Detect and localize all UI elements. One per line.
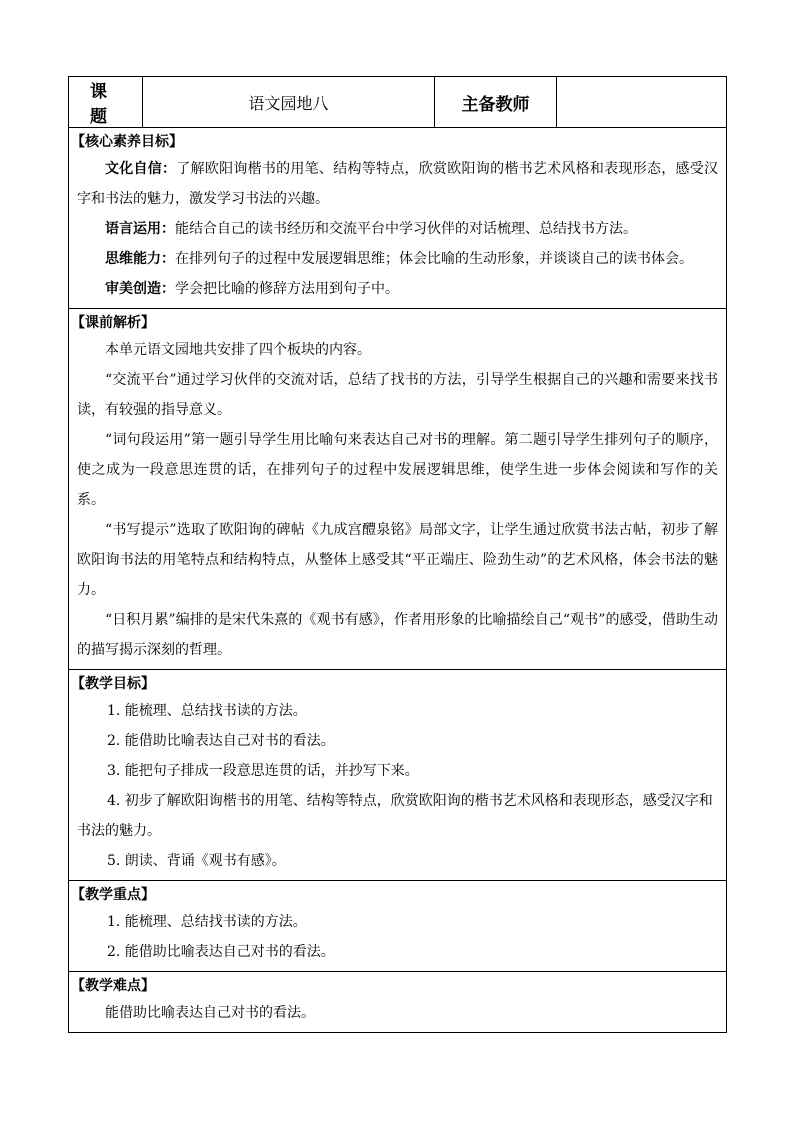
core-goal-key: 审美创造： xyxy=(105,281,175,297)
difficulties-heading: 【教学难点】 xyxy=(71,978,155,994)
objective-item: 2. 能借助比喻表达自己对书的看法。 xyxy=(107,733,335,749)
core-goals-heading: 【核心素养目标】 xyxy=(71,134,183,150)
teacher-value xyxy=(557,77,727,128)
subject-label: 课 题 xyxy=(69,77,143,128)
objective-item: 3. 能把句子排成一段意思连贯的话，并抄写下来。 xyxy=(107,763,419,779)
analysis-paragraph: “词句段运用”第一题引导学生用比喻句来表达自己对书的理解。第二题引导学生排列句子的顺序，使之成为一段意思连贯的话，在排列句子的过程中发展逻辑思维，使学生进一步体会阅读和写作的关系。 xyxy=(77,432,718,508)
objectives-row xyxy=(69,670,727,881)
core-goal-key: 语言运用： xyxy=(105,221,175,237)
core-goal-key: 思维能力： xyxy=(105,251,175,267)
analysis-paragraph: “书写提示”选取了欧阳询的碑帖《九成宫醴泉铭》局部文字，让学生通过欣赏书法古帖，初步了解欧阳询书法的用笔特点和结构特点，从整体上感受其“平正端庄、险劲生动”的艺术风格，体会书法的魅力。 xyxy=(77,522,718,598)
header-row xyxy=(69,77,727,128)
subject-value: 语文园地八 xyxy=(143,77,435,128)
key-points-cell xyxy=(69,881,727,972)
difficulty-item: 能借助比喻表达自己对书的看法。 xyxy=(105,1005,315,1021)
key-point-item: 2. 能借助比喻表达自己对书的看法。 xyxy=(107,944,335,960)
analysis-paragraph: 本单元语文园地共安排了四个板块的内容。 xyxy=(105,342,371,358)
core-goals-cell xyxy=(69,128,727,309)
key-points-heading: 【教学重点】 xyxy=(71,887,155,903)
core-goal-item xyxy=(77,274,718,304)
core-goal-text: 学会把比喻的修辞方法用到句子中。 xyxy=(175,281,399,297)
objective-item: 4. 初步了解欧阳询楷书的用笔、结构等特点，欣赏欧阳询的楷书艺术风格和表现形态，感受汉字和书法的魅力。 xyxy=(77,793,713,839)
core-goal-text: 了解欧阳询楷书的用笔、结构等特点，欣赏欧阳询的楷书艺术风格和表现形态，感受汉字和书法的魅力，激发学习书法的兴趣。 xyxy=(77,161,719,207)
core-goal-item xyxy=(77,154,718,214)
core-goal-text: 能结合自己的读书经历和交流平台中学习伙伴的对话梳理、总结找书方法。 xyxy=(175,221,637,237)
core-goal-item xyxy=(77,214,718,244)
difficulties-cell xyxy=(69,972,727,1033)
analysis-cell xyxy=(69,309,727,670)
difficulties-row xyxy=(69,972,727,1033)
key-point-item: 1. 能梳理、总结找书读的方法。 xyxy=(107,914,307,930)
lesson-plan-page xyxy=(68,76,726,1033)
objectives-cell xyxy=(69,670,727,881)
analysis-paragraph: “日积月累”编排的是宋代朱熹的《观书有感》，作者用形象的比喻描绘自己“观书”的感受，借助生动的描写揭示深刻的哲理。 xyxy=(77,612,718,658)
core-goal-key: 文化自信： xyxy=(105,161,177,177)
core-goal-item xyxy=(77,244,718,274)
core-goal-text: 在排列句子的过程中发展逻辑思维；体会比喻的生动形象，并谈谈自己的读书体会。 xyxy=(175,251,693,267)
analysis-heading: 【课前解析】 xyxy=(71,315,155,331)
analysis-paragraph: “交流平台”通过学习伙伴的交流对话，总结了找书的方法，引导学生根据自己的兴趣和需要来找书读，有较强的指导意义。 xyxy=(77,372,718,418)
objective-item: 5. 朗读、背诵《观书有感》。 xyxy=(107,853,286,869)
objective-item: 1. 能梳理、总结找书读的方法。 xyxy=(107,703,307,719)
teacher-label: 主备教师 xyxy=(435,77,557,128)
analysis-row xyxy=(69,309,727,670)
key-points-row xyxy=(69,881,727,972)
lesson-plan-table xyxy=(68,76,727,1033)
objectives-heading: 【教学目标】 xyxy=(71,676,155,692)
core-goals-row xyxy=(69,128,727,309)
